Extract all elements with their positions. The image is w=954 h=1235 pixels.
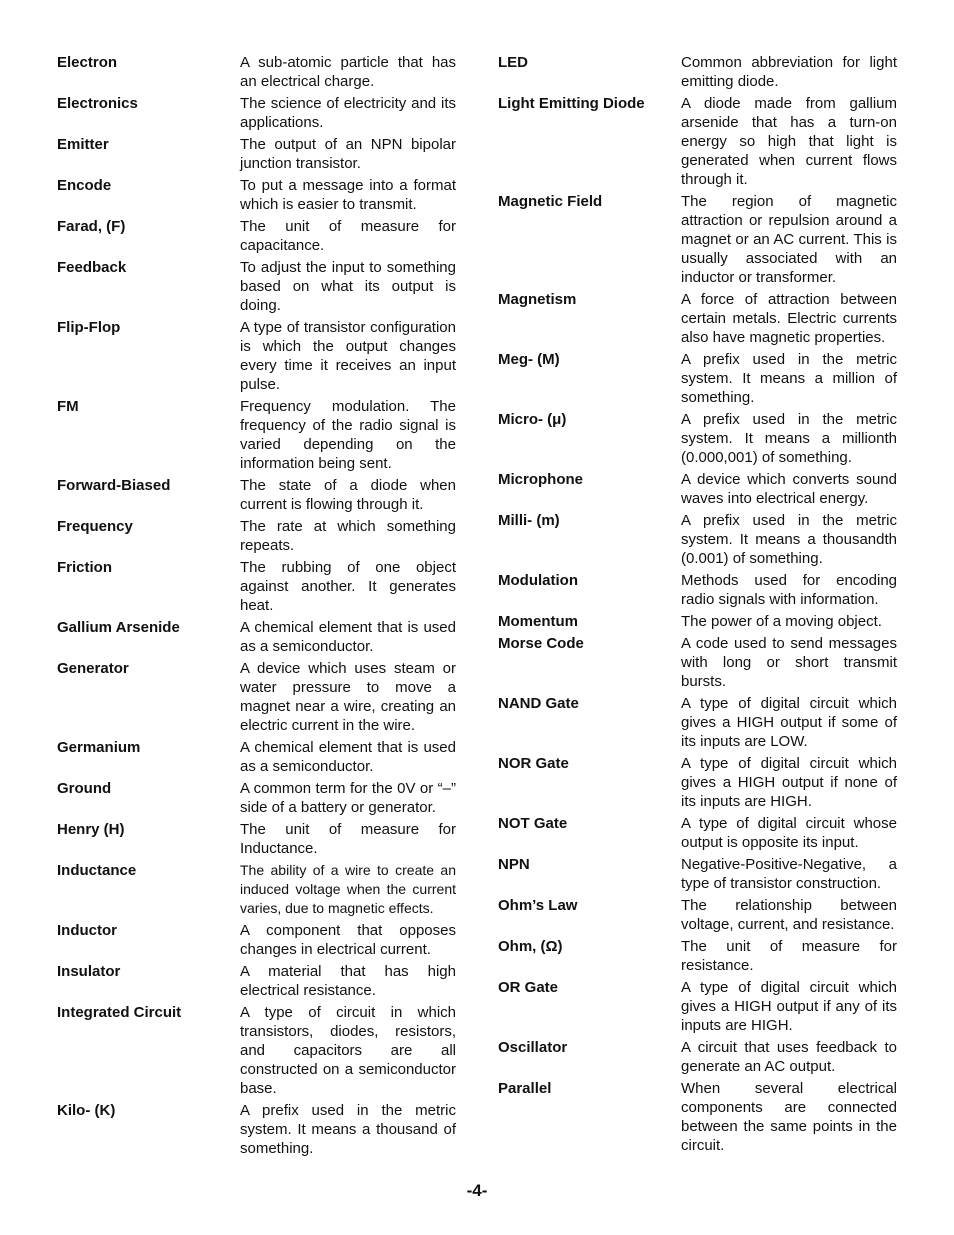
glossary-definition: A material that has high electrical resistance. <box>240 963 456 999</box>
glossary-entry <box>498 94 897 189</box>
glossary-term: Ohm’s Law <box>498 897 578 914</box>
glossary-definition: A component that opposes changes in electrical current. <box>240 922 456 958</box>
glossary-definition: The science of electricity and its applications. <box>240 95 456 131</box>
glossary-entry <box>498 978 897 1035</box>
glossary-definition: The rate at which something repeats. <box>240 518 456 554</box>
glossary-definition: When several electrical components are connected between the same points in the circuit. <box>681 1080 897 1154</box>
glossary-definition: To put a message into a format which is easier to transmit. <box>240 177 456 213</box>
glossary-entry <box>57 217 456 255</box>
glossary-entry <box>57 94 456 132</box>
glossary-term: Friction <box>57 559 112 576</box>
glossary-entry <box>57 318 456 394</box>
glossary-entry <box>57 779 456 817</box>
glossary-entry <box>498 350 897 407</box>
glossary-definition: The region of magnetic attraction or repulsion around a magnet or an AC current. This is usually associated with an inductor or transformer. <box>681 193 897 286</box>
glossary-entry <box>498 192 897 287</box>
glossary-entry <box>57 135 456 173</box>
glossary-entry <box>57 176 456 214</box>
glossary-entry <box>57 820 456 858</box>
glossary-entry <box>498 694 897 751</box>
glossary-definition: A device which converts sound waves into electrical energy. <box>681 471 897 507</box>
glossary-right-column <box>498 53 897 1158</box>
glossary-term: Modulation <box>498 572 578 589</box>
glossary-term: Parallel <box>498 1080 552 1097</box>
glossary-term: Milli- (m) <box>498 512 560 529</box>
glossary-definition: A chemical element that is used as a semiconductor. <box>240 739 456 775</box>
glossary-entry <box>498 410 897 467</box>
glossary-term: LED <box>498 54 528 71</box>
glossary-term: Insulator <box>57 963 121 980</box>
glossary-left-column <box>57 53 456 1161</box>
glossary-term: Inductor <box>57 922 117 939</box>
glossary-term: Electron <box>57 54 118 71</box>
glossary-definition: A code used to send messages with long or short transmit bursts. <box>681 635 897 690</box>
glossary-entry <box>57 861 456 918</box>
glossary-definition: Methods used for encoding radio signals with information. <box>681 572 897 608</box>
glossary-definition: A type of digital circuit which gives a HIGH output if none of its inputs are HIGH. <box>681 755 897 810</box>
glossary-definition: A type of circuit in which transistors, diodes, resistors, and capacitors are all constructed on a semiconductor base. <box>240 1004 456 1097</box>
glossary-entry <box>498 470 897 508</box>
glossary-entry <box>57 738 456 776</box>
glossary-term: Henry (H) <box>57 821 125 838</box>
glossary-term: Ohm, (Ω) <box>498 938 563 955</box>
glossary-term: Meg- (M) <box>498 351 560 368</box>
glossary-term: Kilo- (K) <box>57 1102 116 1119</box>
glossary-entry <box>498 571 897 609</box>
glossary-definition: A device which uses steam or water pressure to move a magnet near a wire, creating an electric current in the wire. <box>240 660 456 734</box>
glossary-definition: A prefix used in the metric system. It means a millionth (0.000,001) of something. <box>681 411 897 466</box>
glossary-entry <box>57 921 456 959</box>
glossary-definition: The unit of measure for capacitance. <box>240 218 456 254</box>
glossary-entry <box>498 896 897 934</box>
glossary-term: NOR Gate <box>498 755 569 772</box>
glossary-term: Germanium <box>57 739 141 756</box>
glossary-entry <box>57 258 456 315</box>
glossary-definition: A type of transistor configuration is which the output changes every time it receives an input pulse. <box>240 319 456 393</box>
glossary-entry <box>498 754 897 811</box>
glossary-entry <box>57 618 456 656</box>
glossary-term: Frequency <box>57 518 133 535</box>
glossary-entry <box>498 855 897 893</box>
glossary-definition: The unit of measure for resistance. <box>681 938 897 974</box>
glossary-term: Emitter <box>57 136 109 153</box>
glossary-entry <box>498 1079 897 1155</box>
glossary-term: Momentum <box>498 613 578 630</box>
glossary-definition: A prefix used in the metric system. It means a thousand of something. <box>240 1102 456 1157</box>
glossary-definition: Frequency modulation. The frequency of the radio signal is varied depending on the information being sent. <box>240 398 456 472</box>
glossary-term: Generator <box>57 660 129 677</box>
glossary-definition: A common term for the 0V or “–” side of a battery or generator. <box>240 780 456 816</box>
glossary-entry <box>57 659 456 735</box>
glossary-term: NPN <box>498 856 530 873</box>
glossary-definition: The unit of measure for Inductance. <box>240 821 456 857</box>
glossary-entry <box>498 634 897 691</box>
glossary-term: Feedback <box>57 259 127 276</box>
page-number: -4- <box>466 1181 488 1200</box>
glossary-term: OR Gate <box>498 979 559 996</box>
glossary-entry <box>498 290 897 347</box>
glossary-entry <box>57 558 456 615</box>
glossary-term: Microphone <box>498 471 583 488</box>
glossary-entry <box>498 814 897 852</box>
glossary-term: Flip-Flop <box>57 319 121 336</box>
glossary-term: Gallium Arsenide <box>57 619 180 636</box>
glossary-definition: The state of a diode when current is flowing through it. <box>240 477 456 513</box>
glossary-definition: A diode made from gallium arsenide that has a turn-on energy so high that light is generated when current flows through it. <box>681 95 897 188</box>
glossary-entry <box>498 53 897 91</box>
glossary-definition: A type of digital circuit which gives a HIGH output if any of its inputs are HIGH. <box>681 979 897 1034</box>
glossary-term: Inductance <box>57 862 137 879</box>
glossary-definition: A prefix used in the metric system. It means a thousandth (0.001) of something. <box>681 512 897 567</box>
glossary-entry <box>498 937 897 975</box>
glossary-entry <box>57 476 456 514</box>
glossary-definition: To adjust the input to something based on what its output is doing. <box>240 259 456 314</box>
glossary-entry <box>57 53 456 91</box>
glossary-term: Farad, (F) <box>57 218 126 235</box>
glossary-definition: The power of a moving object. <box>681 613 882 630</box>
glossary-term: FM <box>57 398 79 415</box>
glossary-entry <box>498 1038 897 1076</box>
glossary-term: Magnetism <box>498 291 577 308</box>
glossary-term: Integrated Circuit <box>57 1004 182 1021</box>
glossary-term: Light Emitting Diode <box>498 95 645 112</box>
glossary-term: Encode <box>57 177 112 194</box>
glossary-term: Ground <box>57 780 112 797</box>
glossary-definition: Common abbreviation for light emitting diode. <box>681 54 897 90</box>
glossary-definition: A force of attraction between certain metals. Electric currents also have magnetic properties. <box>681 291 897 346</box>
glossary-entry <box>498 612 897 631</box>
glossary-definition: A type of digital circuit whose output is opposite its input. <box>681 815 897 851</box>
glossary-definition: The relationship between voltage, current, and resistance. <box>681 897 897 933</box>
glossary-entry <box>57 1003 456 1098</box>
glossary-entry <box>57 517 456 555</box>
glossary-entry <box>57 397 456 473</box>
glossary-term: Micro- (μ) <box>498 411 567 428</box>
glossary-definition: A prefix used in the metric system. It means a million of something. <box>681 351 897 406</box>
glossary-term: Magnetic Field <box>498 193 603 210</box>
glossary-definition: The output of an NPN bipolar junction transistor. <box>240 136 456 172</box>
glossary-entry <box>57 1101 456 1158</box>
glossary-entry <box>498 511 897 568</box>
glossary-term: Morse Code <box>498 635 584 652</box>
glossary-definition: A circuit that uses feedback to generate an AC output. <box>681 1039 897 1075</box>
glossary-term: NOT Gate <box>498 815 568 832</box>
glossary-definition: The ability of a wire to create an induced voltage when the current varies, due to magnetic effects. <box>240 862 456 916</box>
glossary-definition: The rubbing of one object against another. It generates heat. <box>240 559 456 614</box>
glossary-entry <box>57 962 456 1000</box>
glossary-term: Electronics <box>57 95 138 112</box>
glossary-definition: A sub-atomic particle that has an electrical charge. <box>240 54 456 90</box>
glossary-term: Forward-Biased <box>57 477 171 494</box>
glossary-definition: A chemical element that is used as a semiconductor. <box>240 619 456 655</box>
glossary-term: NAND Gate <box>498 695 579 712</box>
glossary-definition: Negative-Positive-Negative, a type of transistor construction. <box>681 856 897 892</box>
glossary-definition: A type of digital circuit which gives a HIGH output if some of its inputs are LOW. <box>681 695 897 750</box>
glossary-term: Oscillator <box>498 1039 568 1056</box>
